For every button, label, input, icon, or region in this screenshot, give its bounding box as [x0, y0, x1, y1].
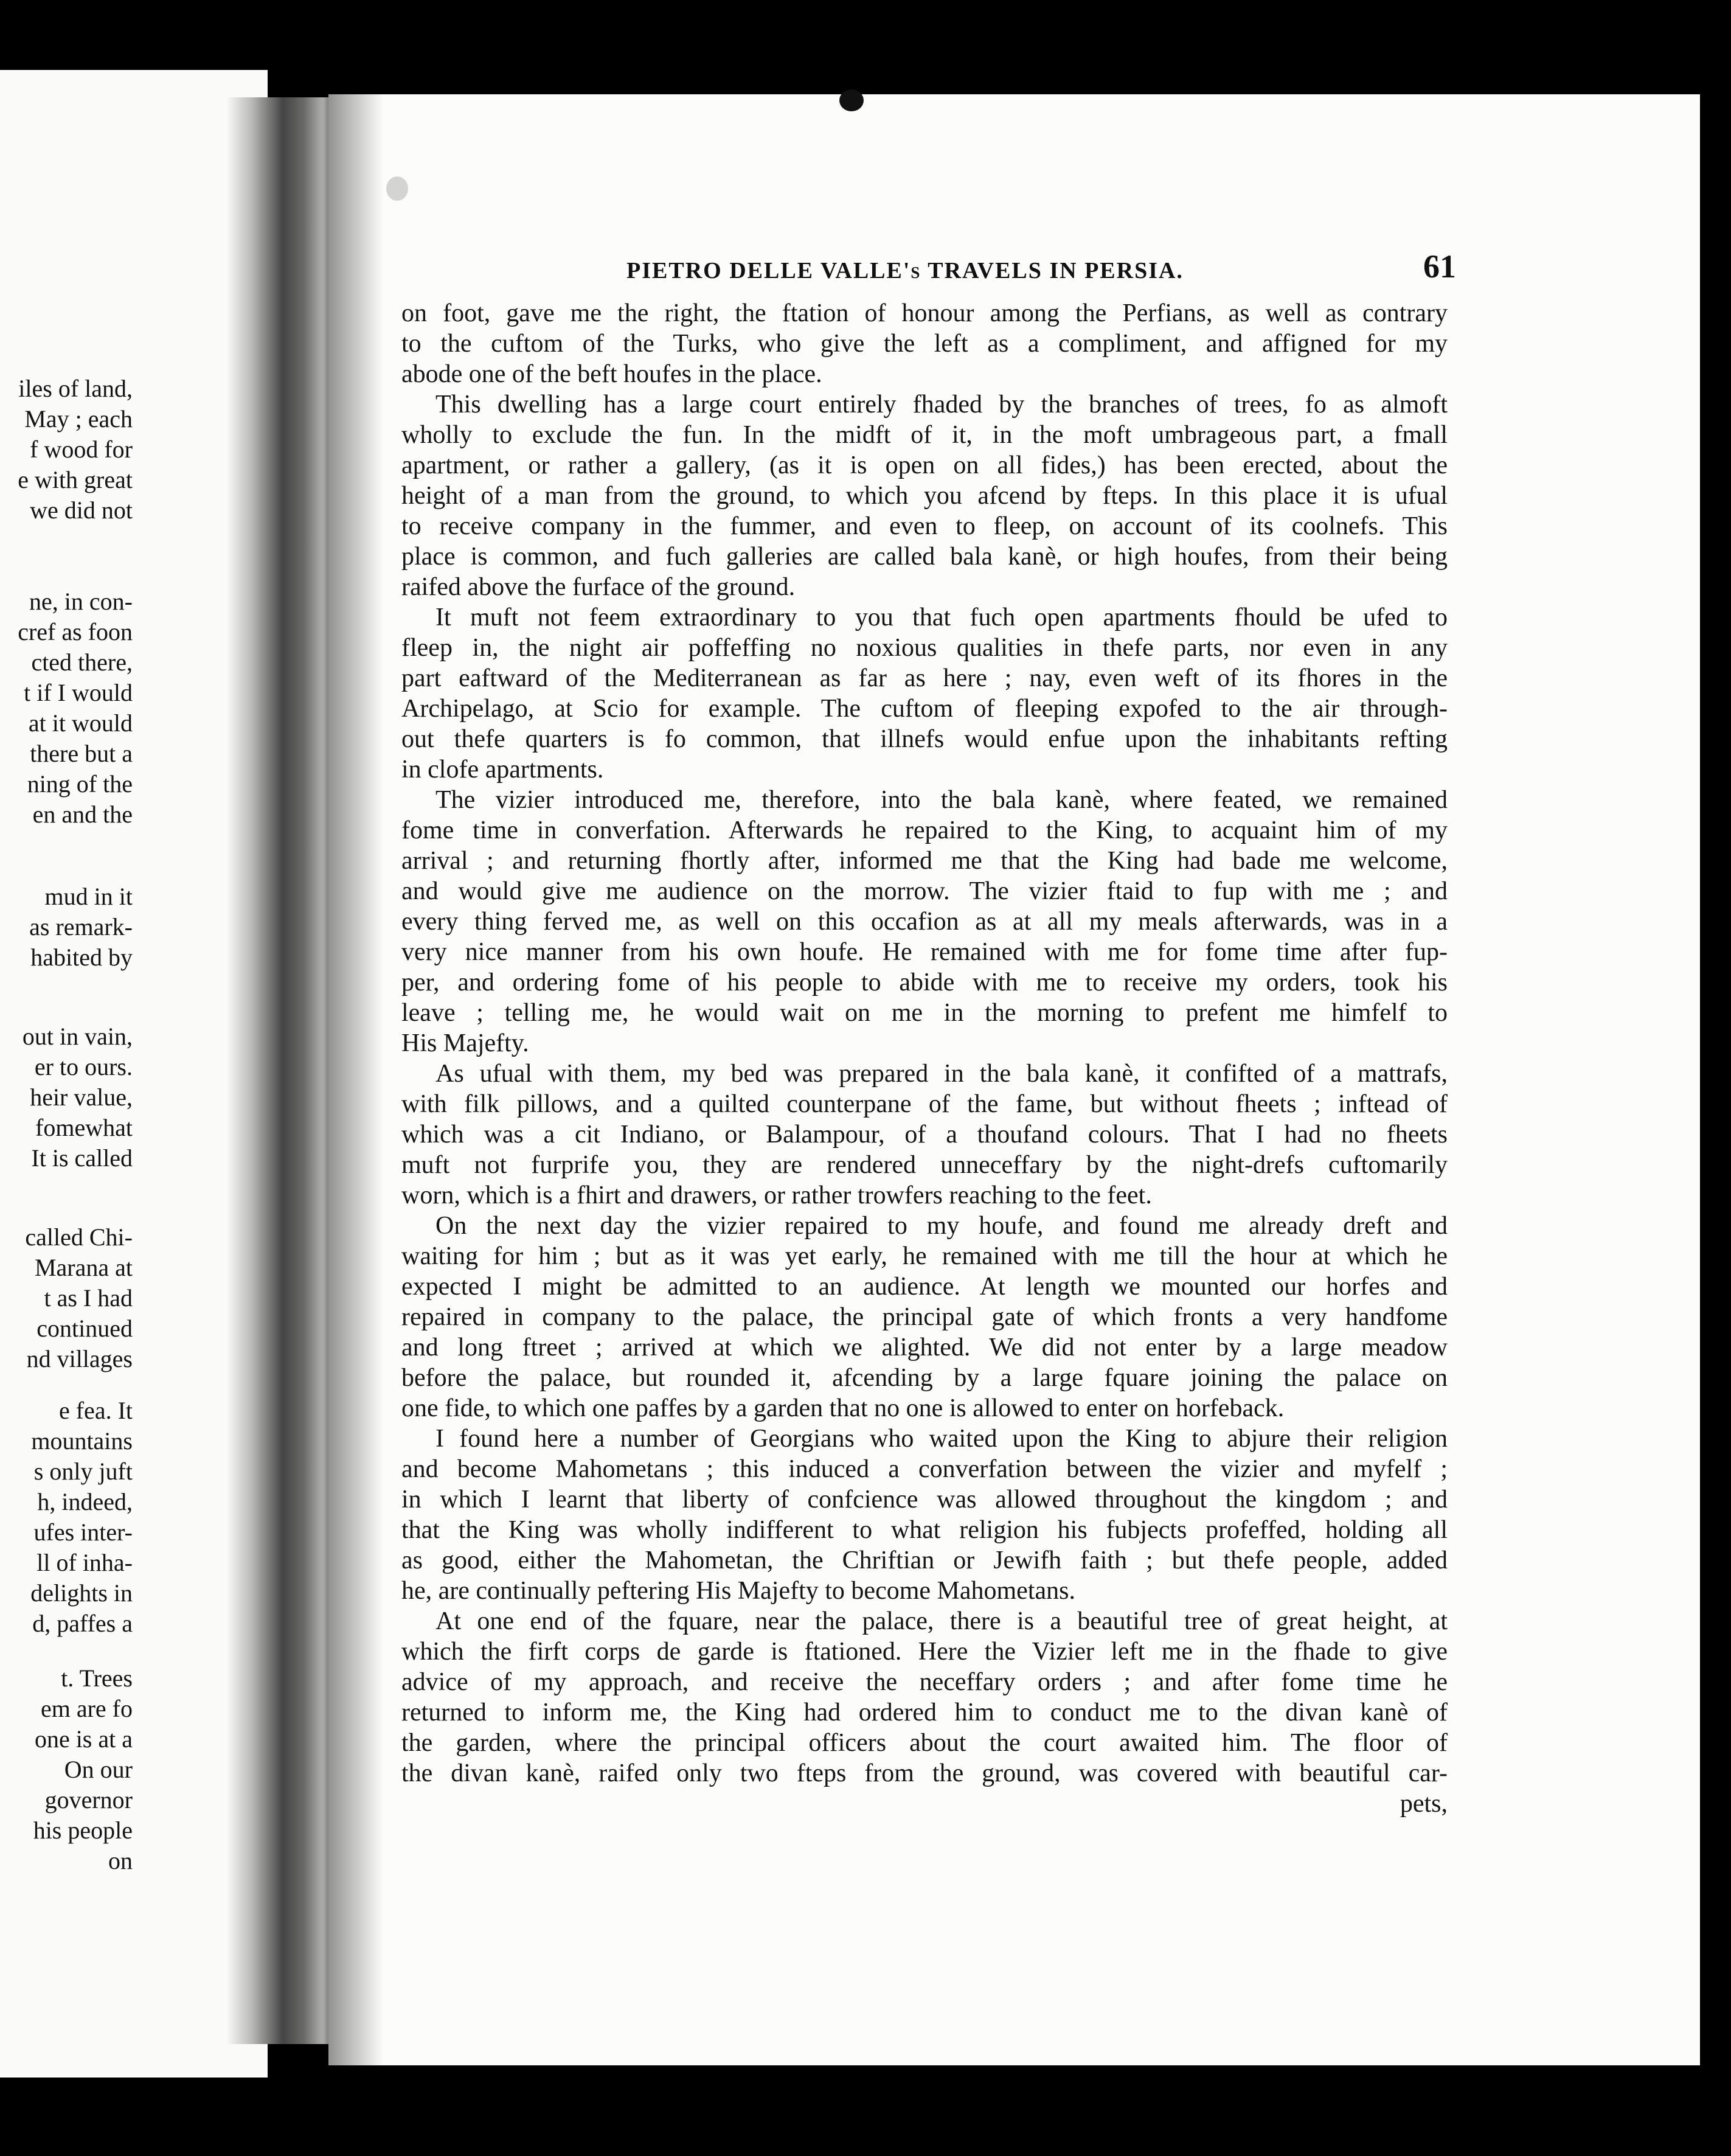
text-line: Archipelago, at Scio for example. The cuftom of fleeping expofed to the air through- [401, 695, 1448, 723]
text-line: advice of my approach, and receive the neceffary orders ; and after fome time he [401, 1668, 1448, 1696]
page-number: 61 [1423, 248, 1456, 285]
text-line: abode one of the beft houfes in the place. [401, 360, 822, 388]
text-line: one fide, to which one paffes by a garden that no one is allowed to enter on horfeback. [401, 1394, 1285, 1422]
text-line: with filk pillows, and a quilted counterpane of the fame, but without fheets ; inftead of [401, 1090, 1448, 1118]
text-line: very nice manner from his own houfe. He remained with me for fome time after fup- [401, 938, 1448, 966]
page-curl-shadow [328, 94, 383, 2065]
text-line: the divan kanè, raifed only two fteps from the ground, was covered with beautiful car- [401, 1759, 1448, 1787]
left-line: cref as foon [18, 618, 133, 645]
text-line: the garden, where the principal officers about the court awaited him. The floor of [401, 1729, 1448, 1757]
catchword: pets, [1400, 1790, 1448, 1818]
text-line: His Majefty. [401, 1029, 529, 1057]
text-line: in which I learnt that liberty of confcience was allowed throughout the kingdom ; and [401, 1486, 1448, 1514]
right-page [328, 94, 1700, 2065]
left-line: e fea. It [58, 1397, 133, 1424]
left-line: ne, in con- [29, 588, 133, 615]
left-line: on [108, 1847, 133, 1874]
text-line: to the cuftom of the Turks, who give the left as a compliment, and affigned for my [401, 330, 1448, 358]
text-line: On the next day the vizier repaired to my houfe, and found me already dreft and [435, 1212, 1448, 1240]
left-line: d, paffes a [32, 1610, 133, 1637]
left-line: cted there, [31, 649, 133, 676]
text-line: leave ; telling me, he would wait on me in the morning to prefent me himfelf to [401, 999, 1448, 1027]
text-line: per, and ordering fome of his people to abide with me to receive my orders, took his [401, 968, 1448, 996]
text-line: It muft not feem extraordinary to you that fuch open apartments fhould be ufed to [435, 603, 1448, 631]
running-head: PIETRO DELLE VALLE's TRAVELS IN PERSIA. [626, 258, 1184, 283]
left-line: On our [64, 1756, 133, 1783]
left-line: out in vain, [22, 1023, 133, 1050]
left-line: Marana at [34, 1254, 133, 1281]
text-line: raifed above the furface of the ground. [401, 573, 796, 601]
left-line: em are fo [40, 1695, 133, 1722]
left-line: heir value, [30, 1083, 133, 1111]
left-line: t if I would [24, 679, 133, 706]
text-line: height of a man from the ground, to which you afcend by fteps. In this place it is ufual [401, 482, 1448, 510]
left-line: h, indeed, [37, 1488, 133, 1515]
text-line: which was a cit Indiano, or Balampour, of a thoufand colours. That I had no fheets [401, 1121, 1448, 1149]
left-line: one is at a [34, 1725, 133, 1753]
left-line: May ; each [24, 405, 133, 433]
left-line: called Chi- [25, 1223, 133, 1251]
text-line: part eaftward of the Mediterranean as far as here ; nay, even weft of its fhores in the [401, 664, 1448, 692]
text-line: I found here a number of Georgians who waited upon the King to abjure their religion [435, 1425, 1448, 1453]
text-line: apartment, or rather a gallery, (as it is open on all fides,) has been erected, about the [401, 451, 1448, 479]
left-line: there but a [30, 740, 133, 767]
left-line: ning of the [27, 770, 133, 798]
left-line: his people [33, 1817, 133, 1844]
text-line: fome time in converfation. Afterwards he repaired to the King, to acquaint him of my [401, 816, 1448, 844]
text-line: fleep in, the night air poffeffing no noxious qualities in thefe parts, nor even in any [401, 634, 1448, 662]
text-line: At one end of the fquare, near the palace, there is a beautiful tree of great height, at [435, 1607, 1448, 1635]
ink-blot-mark [839, 89, 864, 111]
left-line: en and the [32, 801, 133, 828]
left-line: as remark- [29, 913, 133, 941]
left-line: we did not [30, 496, 133, 524]
text-line: returned to inform me, the King had ordered him to conduct me to the divan kanè of [401, 1699, 1448, 1727]
text-line: before the palace, but rounded it, afcending by a large fquare joining the palace on [401, 1364, 1448, 1392]
left-line: It is called [31, 1144, 133, 1172]
left-line: at it would [28, 709, 133, 737]
text-line: expected I might be admitted to an audience. At length we mounted our horfes and [401, 1273, 1448, 1301]
left-line: e with great [18, 466, 133, 493]
left-line: delights in [30, 1579, 133, 1607]
left-line: er to ours. [34, 1053, 133, 1080]
text-line: on foot, gave me the right, the ftation of honour among the Perfians, as well as contrary [401, 299, 1448, 327]
text-line: worn, which is a fhirt and drawers, or rather trowfers reaching to the feet. [401, 1181, 1152, 1209]
text-line: in clofe apartments. [401, 756, 604, 784]
paper-stain-mark [386, 176, 408, 201]
left-line: continued [36, 1315, 133, 1342]
text-line: arrival ; and returning fhortly after, informed me that the King had bade me welcome, [401, 847, 1448, 875]
left-line: f wood for [30, 436, 133, 463]
text-line: waiting for him ; but as it was yet early, he remained with me till the hour at which he [401, 1242, 1448, 1270]
left-line: iles of land, [18, 375, 133, 402]
text-line: that the King was wholly indifferent to what religion his fubjects profeffed, holding all [401, 1516, 1448, 1544]
left-line: mud in it [44, 883, 133, 910]
text-line: repaired in company to the palace, the principal gate of which fronts a very handfome [401, 1303, 1448, 1331]
left-line: fomewhat [35, 1114, 133, 1141]
left-line: s only juft [33, 1458, 133, 1485]
left-line: nd villages [26, 1345, 133, 1372]
left-line: mountains [31, 1427, 133, 1455]
text-line: he, are continually peftering His Majefty to become Mahometans. [401, 1577, 1075, 1605]
left-line: t as I had [44, 1284, 133, 1312]
left-line: governor [44, 1786, 133, 1813]
book-gutter-shadow [226, 97, 330, 2044]
text-line: place is common, and fuch galleries are called bala kanè, or high houfes, from their being [401, 543, 1448, 571]
text-line: and would give me audience on the morrow. The vizier ftaid to fup with me ; and [401, 877, 1448, 905]
text-line: to receive company in the fummer, and even to fleep, on account of its coolnefs. This [401, 512, 1448, 540]
text-line: which the firft corps de garde is ftationed. Here the Vizier left me in the fhade to give [401, 1638, 1448, 1666]
text-line: As ufual with them, my bed was prepared in the bala kanè, it confifted of a mattrafs, [435, 1060, 1448, 1088]
left-line: t. Trees [61, 1664, 133, 1692]
text-line: as good, either the Mahometan, the Chriftian or Jewifh faith ; but thefe people, added [401, 1546, 1448, 1574]
text-line: wholly to exclude the fun. In the midft of it, in the moft umbrageous part, a fmall [401, 421, 1448, 449]
left-line: habited by [30, 944, 133, 971]
text-line: and long ftreet ; arrived at which we alighted. We did not enter by a large meadow [401, 1334, 1448, 1361]
text-line: muft not furprife you, they are rendered unneceffary by the night-drefs cuftomarily [401, 1151, 1448, 1179]
text-line: This dwelling has a large court entirely fhaded by the branches of trees, fo as almoft [435, 391, 1448, 419]
text-line: every thing ferved me, as well on this occafion as at all my meals afterwards, was in a [401, 908, 1448, 936]
text-line: and become Mahometans ; this induced a converfation between the vizier and myfelf ; [401, 1455, 1448, 1483]
text-line: out thefe quarters is fo common, that illnefs would enfue upon the inhabitants refting [401, 725, 1448, 753]
text-line: The vizier introduced me, therefore, into the bala kanè, where feated, we remained [435, 786, 1448, 814]
left-line: ufes inter- [33, 1518, 133, 1546]
left-line: ll of inha- [36, 1549, 133, 1576]
